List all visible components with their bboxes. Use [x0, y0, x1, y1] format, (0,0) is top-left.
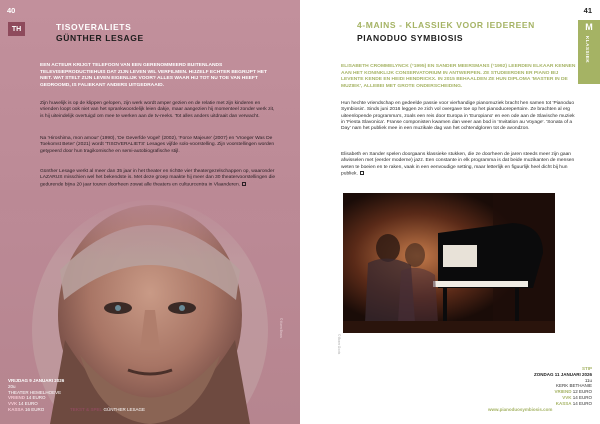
photo-credit: © Koen Broos	[279, 318, 283, 338]
duo-piano-photo	[343, 193, 555, 333]
end-mark-icon	[360, 171, 364, 175]
page-number: 40	[7, 6, 16, 15]
event-date: ZONDAG 11 JANUARI 2026	[533, 371, 592, 377]
credit-label: TEKST & SPEL	[70, 407, 103, 412]
body-text: Elisabeth en Sander spelen doorgaans klassieke stukken, die ze doorheen de jaren steeds meer zijn gaan afwisselen met (eerder moderne) jazz. Een constante in elk programma is dat beide muzikanten de mensen weten te boeien en te raken, vaak in een eenvoudige setting, maar letterlijk en figuurlijk heel dicht bij hun publiek.	[341, 152, 575, 177]
website-link[interactable]: www.pianoduosymbiosis.com	[488, 407, 553, 412]
price-label: KASSA	[8, 406, 24, 412]
price-label: VRIEND	[8, 395, 26, 401]
body-paragraph	[341, 152, 576, 177]
right-page	[300, 0, 600, 424]
body-text: Günther Lesage werkt al meer dan 35 jaar in het theater en richtte vier theatergezelschappen op, waaronder LAZARUS misschien wel het bekendste is. Met deze groep maakte hij meer dan 30 theatervoorstellingen die gedurende bijna 20 jaar touren doorheen zowat alle theaters en cultuurcentra in Vlaanderen.	[40, 169, 276, 187]
price-label: KASSA	[555, 400, 572, 406]
credits	[70, 407, 145, 412]
show-category: 4-MAINS - KLASSIEK VOOR IEDEREEN	[357, 20, 535, 30]
intro-paragraph: ELISABETH CROMMELYNCK (°1995) EN SANDER MEERSMANS (°1992) LEERDEN ELKAAR KENNEN AAN HET KONINKLIJK CONSERVATORIUM IN ANTWERPEN. ZE STUDEERDEN ER PIANO BIJ LEVENTE KENDE EN HEIDI HENDRICKX. IN 2015 BEHAALDEN ZE HUN DIPLOMA 'MASTER IN DE MUZIEK', ALLEBEI MET GROTE ONDERSCHEIDING.	[341, 64, 576, 89]
badge-letter: M	[585, 22, 593, 32]
category-badge: TH	[8, 22, 25, 36]
page-number: 41	[583, 6, 592, 15]
price-label: VRIEND	[554, 389, 572, 395]
artist-name: GÜNTHER LESAGE	[56, 33, 144, 43]
price-value: 14 EURO	[572, 400, 592, 406]
end-mark-icon	[242, 182, 246, 186]
intro-paragraph: EEN ACTEUR KRIJGT TELEFOON VAN EEN GERENOMMEERD BUITENLANDS TELEVISIEPRODUCTIEHUIS DAT ZIJN LEVEN WIL VERFILMEN. HIJZELF ECHTER BEGRIJPT HET NIET. WAT STELT ZIJN LEVEN EIGENLIJK VOOR? ALLES WAAR HIJ TOT NU TOE VAN HEEFT GEDROOMD, IS FALIEKANT ANDERS UITGEDRAAID.	[40, 63, 267, 88]
price-value: 14 EURO	[26, 395, 46, 401]
price-row	[8, 407, 64, 413]
body-paragraph	[40, 169, 276, 188]
credit-name: GÜNTHER LESAGE	[103, 407, 146, 412]
event-venue: KERK BETHANIE	[555, 383, 592, 389]
event-time: 20u	[8, 383, 16, 389]
event-info	[534, 366, 592, 407]
price-label: VVK	[8, 401, 18, 407]
body-paragraph: Hun hechte vriendschap en gedeelde passie voor vierhandige pianomuziek bracht hen samen tot 'Pianoduo Symbiosis'. Sinds juni 2016 leggen ze zich vol overgave toe op het pianoduorepertoire. Ze brachten al erg uiteenlopende programma's, zoals een reis door Europa in 'Europiano' en een ode aan de Slavische muziek in 'Fiesta Slavonica'. Franse componisten kwamen dan weer aan bod in 'Invitation au Voyage'. 'Sonata of a Day' nam het publiek mee in een muzikale dag van het ochtendgloren tot de avondzon.	[341, 101, 575, 132]
event-info	[8, 378, 64, 413]
body-paragraph: Zijn huwelijk is op de klippen gelopen, zijn werk wordt amper gezien en de relatie met zijn kinderen en vrienden loopt ook niet van het sprankwoordelijk leien dakje, maar aangezien hij momenteel zonder werk zit, is hij uiteindelijk overtuigd om mee te werken aan de tv-reeks. Tot alles anders uitdraait dan verwacht.	[40, 101, 275, 119]
show-title: TISOVERALIETS	[56, 22, 132, 32]
price-value: 14 EURO	[18, 401, 38, 407]
price-value: 14 EURO	[572, 394, 592, 400]
event-venue: THEATER HEMELHOEVE	[8, 389, 62, 395]
show-title: PIANODUO SYMBIOSIS	[357, 33, 464, 43]
price-value: 16 EURO	[25, 406, 45, 412]
event-time: 11u	[584, 377, 592, 383]
price-label: VVK	[562, 394, 572, 400]
badge-vertical-label: KLASSIEK	[585, 36, 590, 64]
event-tag: STIP	[581, 366, 592, 371]
price-value: 12 EURO	[572, 389, 592, 395]
event-date: VRIJDAG 9 JANUARI 2026	[8, 378, 65, 383]
photo-credit: © Bram Goots	[337, 334, 341, 355]
category-badge	[578, 20, 600, 84]
body-paragraph: Na 'Hiroshima, mon amour' (1990), 'De Geverfde Vogel' (2002), 'Force Majeure' (2007) en 'Vroeger Was De Toekomst Beter' (2021) wordt 'TISOVERALIETS' Lesages vijfde solo-voorstelling. Zijn voorstellingen worden getypeerd door hun tragikomische en semi-autobiografische stijl.	[40, 136, 275, 154]
price-row	[534, 401, 592, 407]
